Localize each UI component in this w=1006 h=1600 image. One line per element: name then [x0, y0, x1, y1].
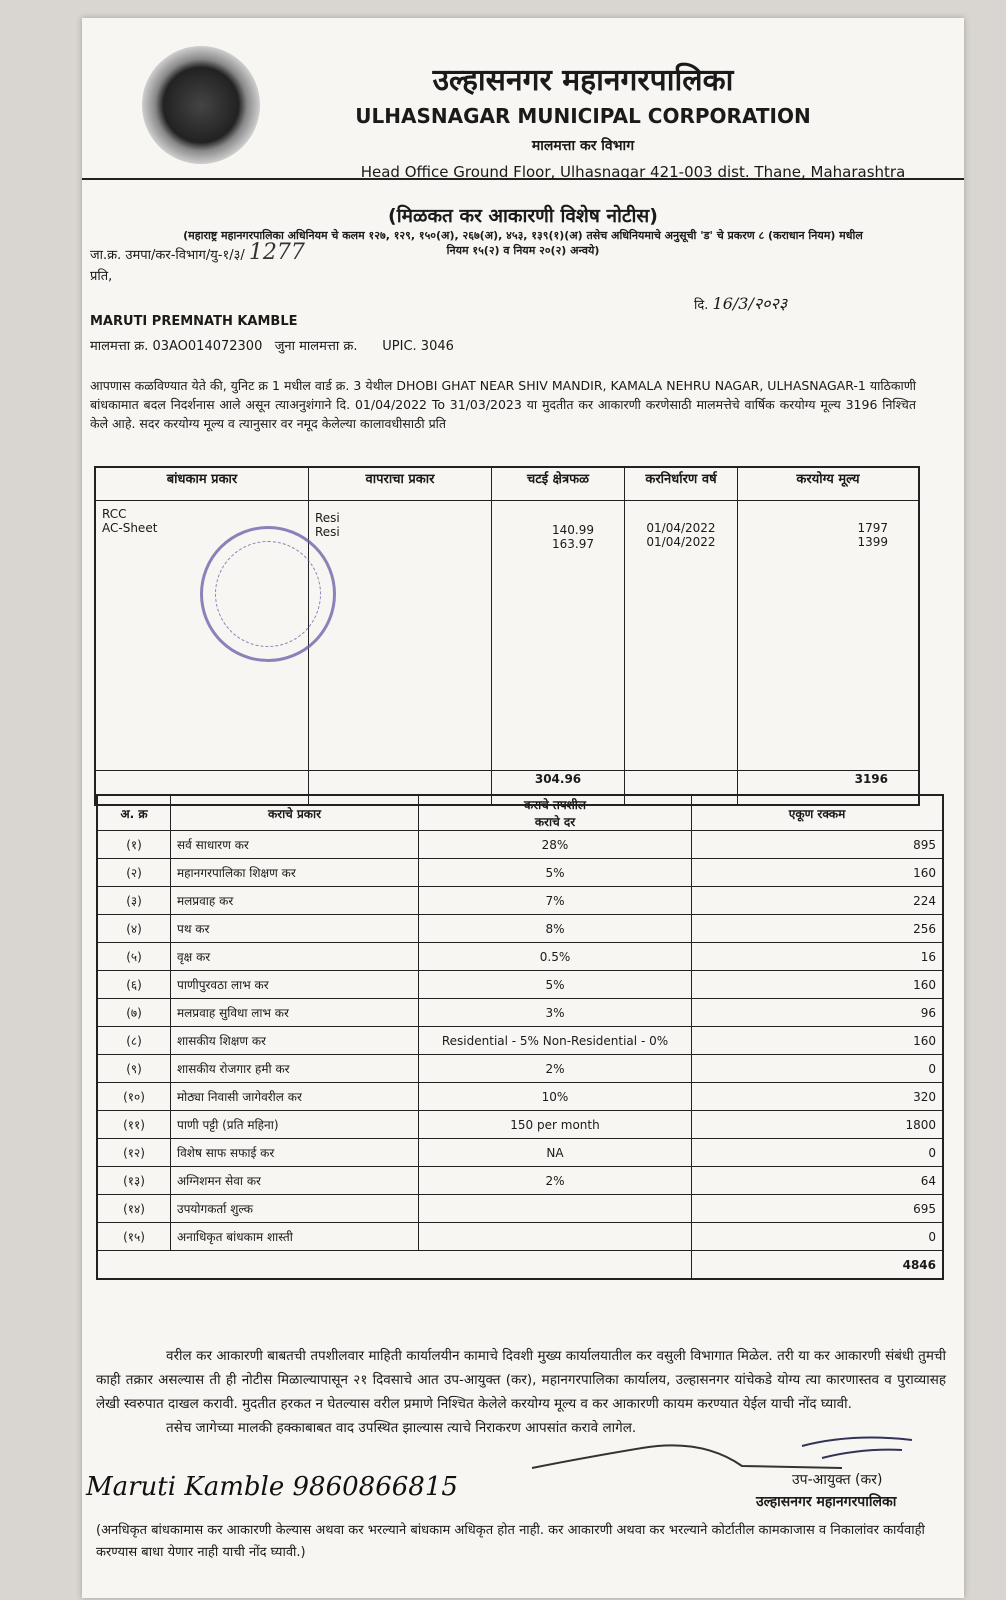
year-2: 01/04/2022 — [646, 535, 716, 549]
tax-amount: 96 — [692, 999, 944, 1027]
tax-amount: 64 — [692, 1167, 944, 1195]
tax-row — [97, 1139, 943, 1167]
tax-rate: Residential - 5% Non-Residential - 0% — [419, 1027, 692, 1055]
corporation-sign-off: उल्हासनगर महानगरपालिका — [756, 1494, 897, 1510]
tax-sr: (१२) — [97, 1139, 171, 1167]
tax-row — [97, 943, 943, 971]
tax-sr: (८) — [97, 1027, 171, 1055]
usage-2: Resi — [315, 525, 340, 539]
tax-sr: (१) — [97, 831, 171, 859]
area-cell — [492, 501, 625, 771]
tax-row — [97, 1083, 943, 1111]
tax-row — [97, 1167, 943, 1195]
area-2: 163.97 — [552, 537, 594, 551]
notice-date: 16/3/२०२३ — [712, 294, 788, 313]
footer-paragraph-1: वरील कर आकारणी बाबतची तपशीलवार माहिती कार्यालयीन कामाचे दिवशी मुख्य कार्यालयातील कर वसुली विभागात मिळेल. तरी या कर आकारणी संबंधी तुमची काही तक्रार असल्यास ती ही नोटीस मिळाल्यापासून २१ दिवसाचे आत उप-आयुक्त (कर), महानगरपालिका कार्यालय, उल्हासनगर यांचेकडे योग्य त्या कारणास्तव व पुराव्यासह लेखी स्वरुपात दाखल करावी. मुदतीत हरकत न घेतल्यास वरील प्रमाणे निश्चित केलेले करयोग्य मूल्य व कर आकारणी कायम करण्यात येईल याची नोंद घ्यावी. — [96, 1348, 946, 1412]
col-value: करयोग्य मूल्य — [738, 467, 920, 501]
tax-amount: 895 — [692, 831, 944, 859]
ref-number: 1277 — [248, 240, 305, 265]
disclaimer: (अनधिकृत बांधकामास कर आकारणी केल्यास अथवा कर भरल्याने बांधकाम अधिकृत होत नाही. कर आकारणी अथवा कर भरल्याने कोर्टातील कामकाजास व निकालांवर कार्यवाही करण्यास बाधा येणार नाही याची नोंद घ्यावी.) — [96, 1523, 925, 1560]
tax-rate: 0.5% — [419, 943, 692, 971]
property-number: 03AO014072300 — [152, 339, 263, 354]
tax-amount: 0 — [692, 1055, 944, 1083]
tax-rate — [419, 1195, 692, 1223]
usage-1: Resi — [315, 511, 340, 525]
tax-amount: 256 — [692, 915, 944, 943]
tax-type: उपयोगकर्ता शुल्क — [171, 1195, 419, 1223]
officer-signature — [522, 1428, 922, 1488]
tax-amount: 160 — [692, 859, 944, 887]
tax-sr: (११) — [97, 1111, 171, 1139]
tax-type: पाणीपुरवठा लाभ कर — [171, 971, 419, 999]
upic: UPIC. 3046 — [382, 339, 454, 354]
tax-rate: 7% — [419, 887, 692, 915]
title-english: ULHASNAGAR MUNICIPAL CORPORATION — [355, 104, 811, 128]
tax-amount: 1800 — [692, 1111, 944, 1139]
notice-document — [82, 18, 964, 1598]
tax-rate — [419, 1223, 692, 1251]
tax-type: शासकीय शिक्षण कर — [171, 1027, 419, 1055]
tax-rate: 2% — [419, 1167, 692, 1195]
col-usage: वापराचा प्रकार — [309, 467, 492, 501]
tax-sr: (७) — [97, 999, 171, 1027]
designation: उप-आयुक्त (कर) — [792, 1472, 883, 1488]
tax-sr: (४) — [97, 915, 171, 943]
tax-rate: 28% — [419, 831, 692, 859]
tax-rate: NA — [419, 1139, 692, 1167]
tax-sr: (२) — [97, 859, 171, 887]
tax-table — [96, 794, 944, 1280]
tax-type: अग्निशमन सेवा कर — [171, 1167, 419, 1195]
col-amount: एकूण रक्कम — [692, 795, 944, 831]
construction-2: AC-Sheet — [102, 521, 158, 535]
old-property-label: जुना मालमत्ता क्र. — [274, 339, 358, 354]
letterhead — [82, 18, 964, 180]
value-2: 1399 — [857, 535, 888, 549]
owner-name: MARUTI PREMNATH KAMBLE — [90, 314, 298, 329]
tax-sr: (१५) — [97, 1223, 171, 1251]
office-seal — [200, 526, 336, 662]
col-details: कराचे तपशील — [523, 798, 587, 812]
date-label: दि. — [694, 298, 709, 313]
tax-rate: 150 per month — [419, 1111, 692, 1139]
tax-sr: (१०) — [97, 1083, 171, 1111]
year-1: 01/04/2022 — [646, 521, 716, 535]
tax-total: 4846 — [692, 1251, 944, 1280]
footer-paragraph-2: तसेच जागेच्या मालकी हक्काबाबत वाद उपस्थित झाल्यास त्याचे निराकरण आपसांत करावे लागेल. — [166, 1420, 637, 1436]
tax-sr: (६) — [97, 971, 171, 999]
tax-sr: (३) — [97, 887, 171, 915]
total-area: 304.96 — [492, 771, 625, 806]
department: मालमत्ता कर विभाग — [531, 138, 635, 154]
tax-type: वृक्ष कर — [171, 943, 419, 971]
year-cell — [625, 501, 738, 771]
notice-subtitle: (महाराष्ट्र महानगरपालिका अधिनियम चे कलम १२७, १२९, १५०(अ), २६७(अ), ४५३, १३९(१)(अ) तसेच अधिनियमाचे अनुसूची 'ड' चे प्रकरण ८ (कराधान नियम) मधील नियम १५(२) व नियम २०(२) अन्वये) — [183, 229, 863, 257]
construction-1: RCC — [102, 507, 127, 521]
title-marathi: उल्हासनगर महानगरपालिका — [432, 63, 734, 98]
tax-type: मलप्रवाह सुविधा लाभ कर — [171, 999, 419, 1027]
notice-title: (मिळकत कर आकारणी विशेष नोटीस) — [388, 205, 658, 227]
col-construction: बांधकाम प्रकार — [95, 467, 309, 501]
tax-type: मलप्रवाह कर — [171, 887, 419, 915]
footer-text — [96, 1344, 946, 1440]
tax-type: मोठ्या निवासी जागेवरील कर — [171, 1083, 419, 1111]
tax-type: पथ कर — [171, 915, 419, 943]
usage-cell — [309, 501, 492, 771]
total-value: 3196 — [738, 771, 920, 806]
tax-rate: 2% — [419, 1055, 692, 1083]
reference-line — [90, 240, 305, 265]
property-label: मालमत्ता क्र. — [90, 339, 149, 354]
tax-sr: (५) — [97, 943, 171, 971]
tax-row — [97, 1055, 943, 1083]
tax-rate: 3% — [419, 999, 692, 1027]
tax-amount: 160 — [692, 971, 944, 999]
col-rate — [419, 795, 692, 831]
value-1: 1797 — [857, 521, 888, 535]
col-rate-label: कराचे दर — [534, 815, 576, 829]
date-line — [694, 292, 787, 314]
tax-rate: 10% — [419, 1083, 692, 1111]
tax-row — [97, 887, 943, 915]
tax-amount: 0 — [692, 1223, 944, 1251]
tax-row — [97, 831, 943, 859]
tax-type: सर्व साधारण कर — [171, 831, 419, 859]
tax-row — [97, 859, 943, 887]
tax-amount: 320 — [692, 1083, 944, 1111]
tax-type: विशेष साफ सफाई कर — [171, 1139, 419, 1167]
to-label: प्रति, — [90, 269, 113, 284]
col-sr: अ. क्र — [97, 795, 171, 831]
intro-paragraph: आपणास कळविण्यात येते की, युनिट क्र 1 मधील वार्ड क्र. 3 येथील DHOBI GHAT NEAR SHIV MANDIR, KAMALA NEHRU NAGAR, ULHASNAGAR-1 याठिकाणी बांधकामात बदल निदर्शनास आले असून त्याअनुशंगाने दि. 01/04/2022 To 31/03/2023 या मुदतीत कर आकारणी करणेसाठी मालमत्तेचे वार्षिक करयोग्य मूल्य 3196 निश्चित केले आहे. सदर करयोग्य मूल्य व त्यानुसार वर नमूद केलेल्या कालावधीसाठी प्रति — [90, 378, 916, 431]
tax-amount: 16 — [692, 943, 944, 971]
tax-row — [97, 915, 943, 943]
col-tax-type: कराचे प्रकार — [171, 795, 419, 831]
value-cell — [738, 501, 920, 771]
tax-type: शासकीय रोजगार हमी कर — [171, 1055, 419, 1083]
tax-amount: 695 — [692, 1195, 944, 1223]
address: Head Office Ground Floor, Ulhasnagar 421-003 dist. Thane, Maharashtra — [360, 163, 906, 181]
tax-rate: 5% — [419, 971, 692, 999]
tax-rate: 5% — [419, 859, 692, 887]
property-line — [90, 336, 454, 354]
tax-type: महानगरपालिका शिक्षण कर — [171, 859, 419, 887]
tax-row — [97, 1223, 943, 1251]
tax-sr: (९) — [97, 1055, 171, 1083]
handwritten-name-phone: Maruti Kamble 9860866815 — [86, 1472, 458, 1502]
tax-sr: (१३) — [97, 1167, 171, 1195]
tax-row — [97, 1111, 943, 1139]
col-year: करनिर्धारण वर्ष — [625, 467, 738, 501]
tax-row — [97, 1195, 943, 1223]
tax-type: पाणी पट्टी (प्रति महिना) — [171, 1111, 419, 1139]
tax-type: अनाधिकृत बांधकाम शास्ती — [171, 1223, 419, 1251]
tax-amount: 160 — [692, 1027, 944, 1055]
tax-row — [97, 1027, 943, 1055]
tax-rate: 8% — [419, 915, 692, 943]
area-1: 140.99 — [552, 523, 594, 537]
tax-amount: 0 — [692, 1139, 944, 1167]
tax-row — [97, 999, 943, 1027]
col-area: चटई क्षेत्रफळ — [492, 467, 625, 501]
tax-row — [97, 971, 943, 999]
tax-sr: (१४) — [97, 1195, 171, 1223]
tax-amount: 224 — [692, 887, 944, 915]
ref-label: जा.क्र. उमपा/कर-विभाग/यु-१/३/ — [90, 248, 245, 263]
